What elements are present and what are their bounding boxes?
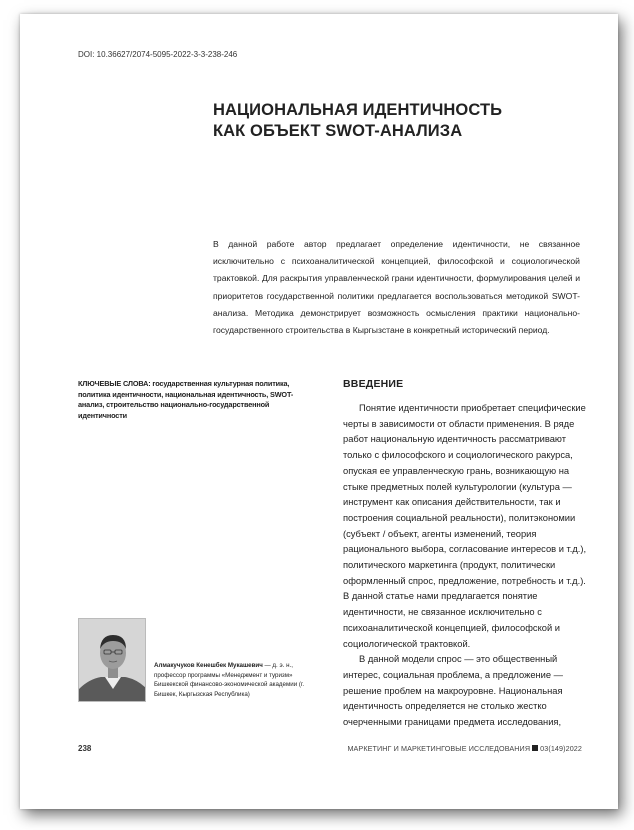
doi-line: DOI: 10.36627/2074-5095-2022-3-3-238-246 [78, 50, 238, 59]
introduction-paragraph-1: Понятие идентичности приобретает специфические черты в зависимости от области применения. В ряде работ национальную идентичность рассматривают только с философского и социологического ракурса, опуская ее управленческую грань, возникающую на стыке предметных полей культурологии (культура — инструмент как описания действительности, так и построения социальной реальности), политэкономии (субъект / объект, агенты изменений, теория рационального выбора, согласование интересов и т.д.), политического маркетинга (продукт, политически оформленный спрос, предложение, потребность и т.д.). В данной статье нами предлагается понятие идентичности, не связанное исключительно с психоаналитической концепцией, философской и социологической трактовкой. [343, 403, 587, 649]
author-details: — д. э. н., профессор программы «Менеджмент и туризм» Бишкекской финансово-экономической академии (г. Бишкек, Кыргызская Республика) [154, 662, 305, 698]
keywords: КЛЮЧЕВЫЕ СЛОВА: государственная культурная политика, политика идентичности, национальная идентичность, SWOT-анализ, строительство национально-государственной идентичности [78, 379, 294, 420]
journal-footer [347, 744, 582, 753]
journal-page [20, 14, 618, 809]
author-portrait-image [79, 619, 146, 702]
square-bullet-icon [532, 745, 538, 751]
section-heading-introduction: ВВЕДЕНИЕ [343, 378, 404, 390]
journal-name: МАРКЕТИНГ И МАРКЕТИНГОВЫЕ ИССЛЕДОВАНИЯ [347, 744, 531, 753]
article-title-line-1: НАЦИОНАЛЬНАЯ ИДЕНТИЧНОСТЬ [213, 101, 503, 119]
journal-issue: 03(149)2022 [540, 744, 582, 753]
introduction-body [343, 401, 587, 731]
author-name: Алмакучуков Кенешбек Мукашевич [154, 662, 263, 669]
author-info [154, 661, 314, 699]
article-title-line-2: КАК ОБЪЕКТ SWOT-АНАЛИЗА [213, 122, 463, 140]
article-title [213, 100, 502, 142]
abstract: В данной работе автор предлагает определение идентичности, не связанное исключительно с психоаналитической концепцией, философской и социологической трактовкой. Для раскрытия управленческой грани идентичности, формулирования целей и приоритетов государственной политики предлагается воспользоваться методикой SWOT-анализа. Методика демонстрирует возможность осмысления практики национально-государственного строительства в Кыргызстане в конкретный исторический период. [213, 239, 580, 336]
page-number: 238 [78, 744, 92, 753]
author-photo [78, 618, 146, 702]
introduction-paragraph-2: В данной модели спрос — это общественный интерес, социальная проблема, а предложение — решение проблем на макроуровне. Национальная идентичность определяется не столько жестко очерченными границами предмета исследования, [343, 654, 564, 728]
